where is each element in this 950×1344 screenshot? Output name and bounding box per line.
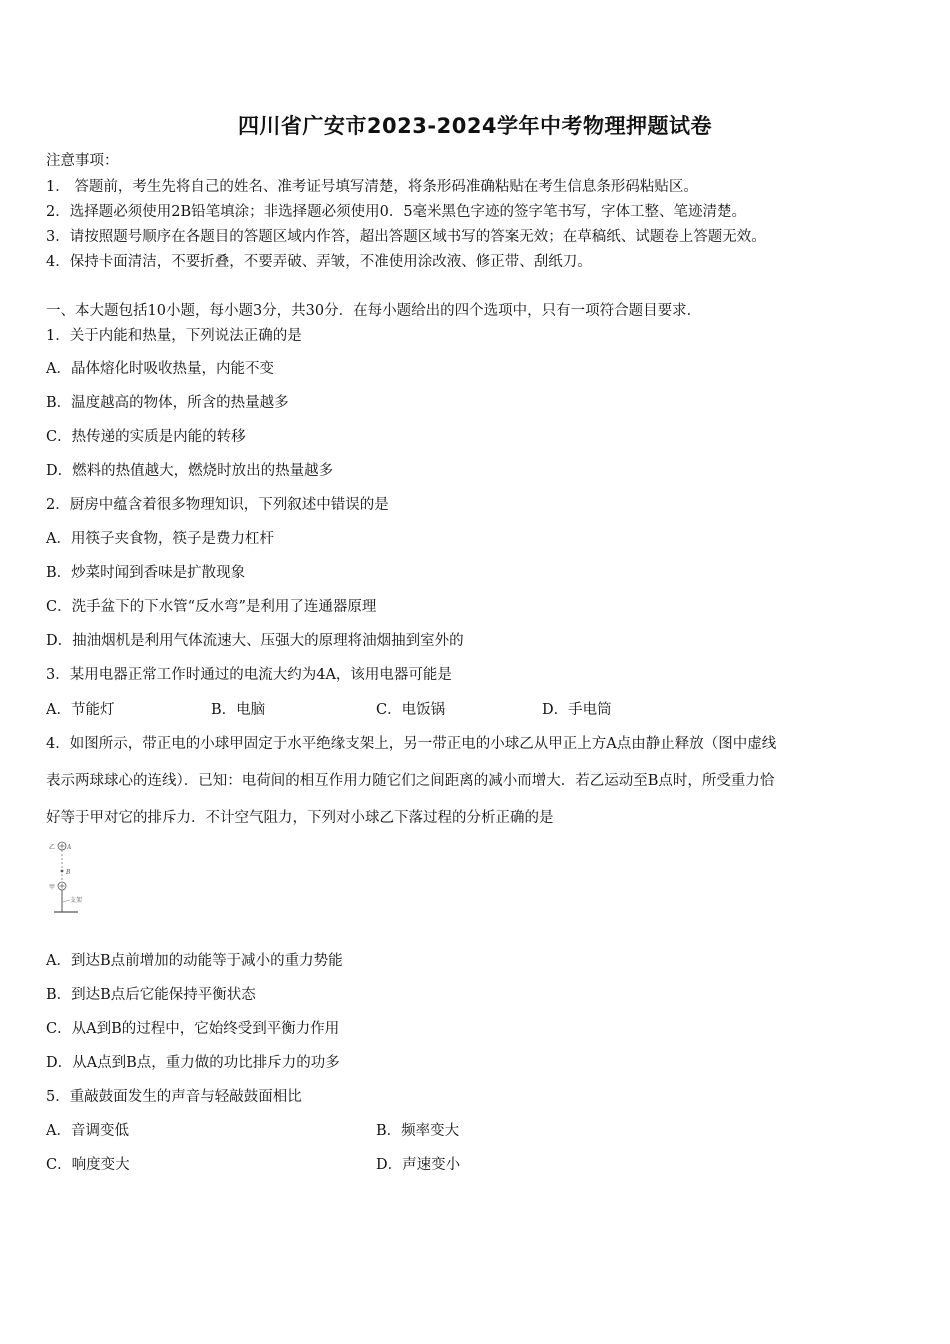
q4-option-a: A．到达B点前增加的动能等于减小的重力势能	[46, 953, 343, 969]
q3-option-a: A．节能灯	[46, 702, 115, 718]
notice-item-1: 1． 答题前，考生先将自己的姓名、准考证号填写清楚，将条形码准确粘贴在考生信息条形码粘贴区。	[46, 179, 698, 195]
label-a: A	[67, 844, 72, 851]
q3-option-b: B．电脑	[211, 702, 266, 718]
notice-item-4: 4．保持卡面清洁，不要折叠，不要弄破、弄皱，不准使用涂改液、修正带、刮纸刀。	[46, 254, 592, 270]
label-jia: 甲	[49, 884, 56, 891]
notice-heading: 注意事项：	[46, 153, 119, 169]
q2-option-a: A．用筷子夹食物，筷子是费力杠杆	[46, 531, 274, 547]
q1-option-c: C．热传递的实质是内能的转移	[46, 429, 246, 445]
q1-stem: 1．关于内能和热量，下列说法正确的是	[46, 328, 302, 344]
q5-option-c: C．响度变大	[46, 1157, 130, 1173]
q4-stem-line-3: 好等于甲对它的排斥力．不计空气阻力，下列对小球乙下落过程的分析正确的是	[46, 810, 554, 826]
q4-option-c: C．从A到B的过程中，它始终受到平衡力作用	[46, 1021, 340, 1037]
q4-figure	[46, 840, 98, 920]
q1-option-d: D．燃料的热值越大，燃烧时放出的热量越多	[46, 463, 334, 479]
page-title: 四川省广安市2023-2024学年中考物理押题试卷	[237, 114, 713, 138]
label-yi: 乙	[49, 844, 56, 851]
section-heading: 一、本大题包括10小题，每小题3分，共30分．在每小题给出的四个选项中，只有一项符合题目要求．	[46, 303, 702, 319]
q5-option-d: D．声速变小	[376, 1157, 461, 1173]
q4-stem-line-1: 4．如图所示，带正电的小球甲固定于水平绝缘支架上，另一带正电的小球乙从甲正上方A点由静止释放（图中虚线	[46, 736, 777, 752]
q5-option-a: A．音调变低	[46, 1123, 129, 1139]
q4-stem-line-2: 表示两球球心的连线）．已知：电荷间的相互作用力随它们之间距离的减小而增大．若乙运动至B点时，所受重力恰	[46, 773, 775, 789]
q2-stem: 2．厨房中蕴含着很多物理知识，下列叙述中错误的是	[46, 497, 389, 513]
q3-option-c: C．电饭锅	[376, 702, 446, 718]
q3-option-d: D．手电筒	[542, 702, 612, 718]
q1-option-a: A．晶体熔化时吸收热量，内能不变	[46, 361, 274, 377]
charged-balls-diagram	[46, 840, 98, 920]
label-support: 支架	[70, 897, 83, 904]
q1-option-b: B．温度越高的物体，所含的热量越多	[46, 395, 289, 411]
label-b: B	[66, 869, 71, 876]
notice-item-2: 2．选择题必须使用2B铅笔填涂；非选择题必须使用0．5毫米黑色字迹的签字笔书写，字体工整、笔迹清楚。	[46, 204, 747, 220]
q5-stem: 5．重敲鼓面发生的声音与轻敲鼓面相比	[46, 1089, 302, 1105]
q4-option-d: D．从A点到B点，重力做的功比排斥力的功多	[46, 1055, 340, 1071]
q2-option-b: B．炒菜时闻到香味是扩散现象	[46, 565, 246, 581]
q3-stem: 3．某用电器正常工作时通过的电流大约为4A，该用电器可能是	[46, 667, 452, 683]
q5-option-b: B．频率变大	[376, 1123, 460, 1139]
q2-option-c: C．洗手盆下的下水管“反水弯”是利用了连通器原理	[46, 599, 377, 615]
q4-option-b: B．到达B点后它能保持平衡状态	[46, 987, 256, 1003]
q2-option-d: D．抽油烟机是利用气体流速大、压强大的原理将油烟抽到室外的	[46, 633, 464, 649]
point-b	[61, 870, 64, 873]
notice-item-3: 3．请按照题号顺序在各题目的答题区域内作答，超出答题区域书写的答案无效；在草稿纸、试题卷上答题无效。	[46, 229, 766, 245]
